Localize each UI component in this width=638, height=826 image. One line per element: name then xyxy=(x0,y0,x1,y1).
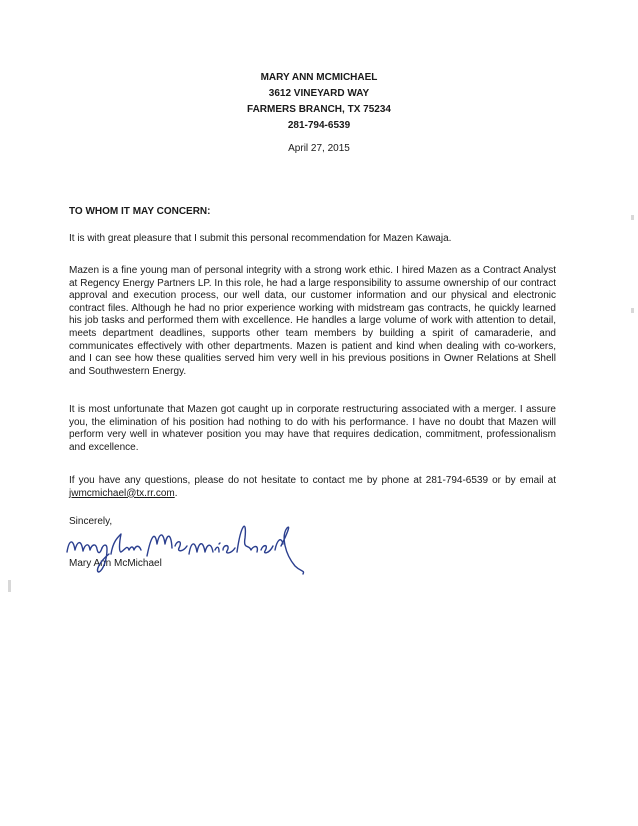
letter-date: April 27, 2015 xyxy=(288,143,350,154)
signature-name: Mary Ann McMichael xyxy=(69,558,162,569)
salutation: TO WHOM IT MAY CONCERN: xyxy=(69,206,211,217)
sender-address: 3612 VINEYARD WAY xyxy=(268,88,370,99)
sender-name: MARY ANN MCMICHAEL xyxy=(260,72,378,83)
contact-text: If you have any questions, please do not hesitate to contact me by phone at 281-794-6539 or by email at xyxy=(69,475,556,486)
letterhead xyxy=(0,70,638,134)
paragraph-contact xyxy=(69,475,556,500)
paragraph-intro: It is with great pleasure that I submit this personal recommendation for Mazen Kawaja. xyxy=(69,233,452,244)
scan-mark xyxy=(8,580,11,592)
contact-period: . xyxy=(174,487,178,499)
closing: Sincerely, xyxy=(69,516,113,527)
scan-mark xyxy=(631,308,634,313)
handwritten-signature xyxy=(55,514,305,584)
email-link[interactable]: jwmcmichael@tx.rr.com xyxy=(69,487,175,499)
paragraph-qualities: Mazen is a fine young man of personal integrity with a strong work ethic. I hired Mazen as a Contract Analyst at Regency Energy Partners LP. In this role, he had a large responsibility to assume ownership of our contract approval and execution process, our well data, our customer information and our physical and electronic contract files. Although he had no prior experience working with midstream gas contracts, he quickly learned his job tasks and performed them with excellence. He handles a large volume of work with attention to detail, meets department deadlines, supports other team members by building a spirit of camaraderie, and communicates effectively with other departments. Mazen is patient and kind when dealing with co-workers, and I can see how these qualities served him very well in his previous positions in Owner Relations at Shell and Southwestern Energy. xyxy=(69,265,556,377)
scan-mark xyxy=(631,215,634,220)
sender-city: FARMERS BRANCH, TX 75234 xyxy=(247,104,391,115)
paragraph-restructuring: It is most unfortunate that Mazen got caught up in corporate restructuring associated with a merger. I assure you, the elimination of his position had nothing to do with his performance. I have no doubt that Mazen will perform very well in whatever position you may have that requires dedication, commitment, professionalism and excellence. xyxy=(69,404,556,453)
sender-phone: 281-794-6539 xyxy=(287,120,351,131)
